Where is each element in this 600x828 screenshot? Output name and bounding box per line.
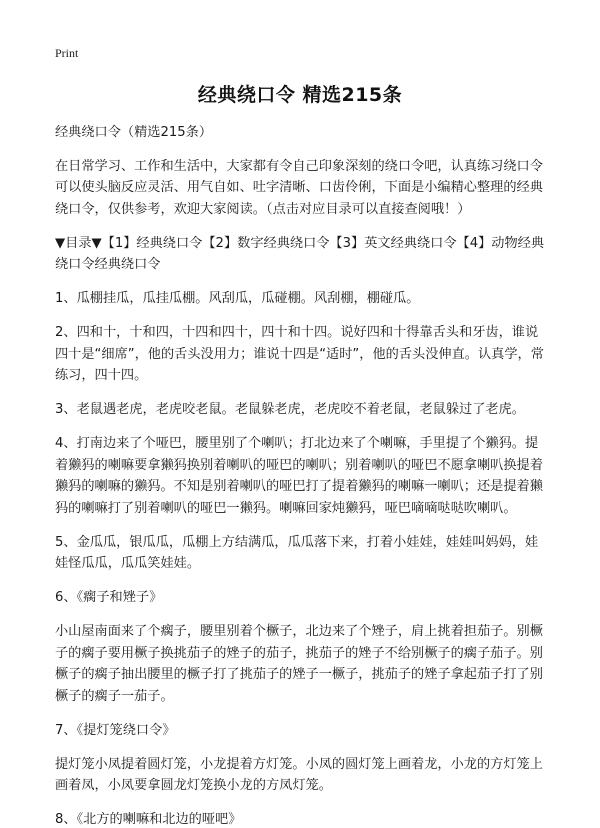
section-heading-6: 6、《瘸子和矬子》 — [55, 590, 163, 605]
document-body — [55, 122, 551, 828]
page-title: 经典绕口令 精选215条 — [197, 84, 403, 106]
tongue-twister-7: 提灯笼小凤提着圆灯笼，小龙提着方灯笼。小凤的圆灯笼上画着龙，小龙的方灯笼上画着凤，小凤要拿圆龙灯笼换小龙的方凤灯笼。 — [55, 756, 543, 793]
tongue-twister-2: 2、四和十，十和四，十四和四十，四十和十四。说好四和十得靠舌头和牙齿，谁说四十是“细席”，他的舌头没用力；谁说十四是“适时”，他的舌头没伸直。认真学，常练习，四十四。 — [55, 325, 544, 383]
intro-paragraph: 在日常学习、工作和生活中，大家都有令自己印象深刻的绕口令吧，认真练习绕口令可以使头脑反应灵活、用气自如、吐字清晰、口齿伶俐，下面是小编精心整理的经典绕口令，仅供参考，欢迎大家阅读。（点击对应目录可以直接查阅哦！） — [55, 158, 543, 217]
tongue-twister-5: 5、金瓜瓜，银瓜瓜，瓜棚上方结满瓜，瓜瓜落下来，打着小娃娃，娃娃叫妈妈，娃娃怪瓜瓜，瓜瓜笑娃娃。 — [55, 534, 539, 571]
tongue-twister-1: 1、瓜棚挂瓜，瓜挂瓜棚。风刮瓜，瓜碰棚。风刮棚，棚碰瓜。 — [55, 291, 420, 306]
document-subtitle: 经典绕口令（精选215条） — [55, 125, 213, 140]
print-label: Print — [55, 46, 79, 60]
tongue-twister-3: 3、老鼠遇老虎，老虎咬老鼠。老鼠躲老虎，老虎咬不着老鼠，老鼠躲过了老虎。 — [55, 402, 525, 417]
table-of-contents: ▼目录▼【1】经典绕口令【2】数字经典绕口令【3】英文经典绕口令【4】动物经典绕口令经典绕口令 — [55, 235, 545, 272]
tongue-twister-6: 小山屋南面来了个瘸子，腰里别着个橛子，北边来了个矬子，肩上挑着担茄子。别橛子的瘸子要用橛子换挑茄子的矬子的茄子，挑茄子的矬子不给别橛子的瘸子茄子。别橛子的瘸子抽出腰里的橛子打了挑茄子的矬子一橛子，挑茄子的矬子拿起茄子打了别橛子的瘸子一茄子。 — [55, 624, 543, 704]
tongue-twister-4: 4、打南边来了个哑巴，腰里别了个喇叭；打北边来了个喇嘛，手里提了个獭犸。提着獭犸的喇嘛要拿獭犸换别着喇叭的哑巴的喇叭；别着喇叭的哑巴不愿拿喇叭换提着獭犸的喇嘛的獭犸。不知是别着喇叭的哑巴打了提着獭犸的喇嘛一喇叭；还是提着獭犸的喇嘛打了别着喇叭的哑巴一獭犸。喇嘛回家炖獭犸，哑巴嘀嘀哒哒吹喇叭。 — [55, 436, 543, 516]
section-heading-7: 7、《提灯笼绕口令》 — [55, 722, 176, 738]
section-heading-8: 8、《北方的喇嘛和北边的哑吧》 — [55, 812, 242, 827]
